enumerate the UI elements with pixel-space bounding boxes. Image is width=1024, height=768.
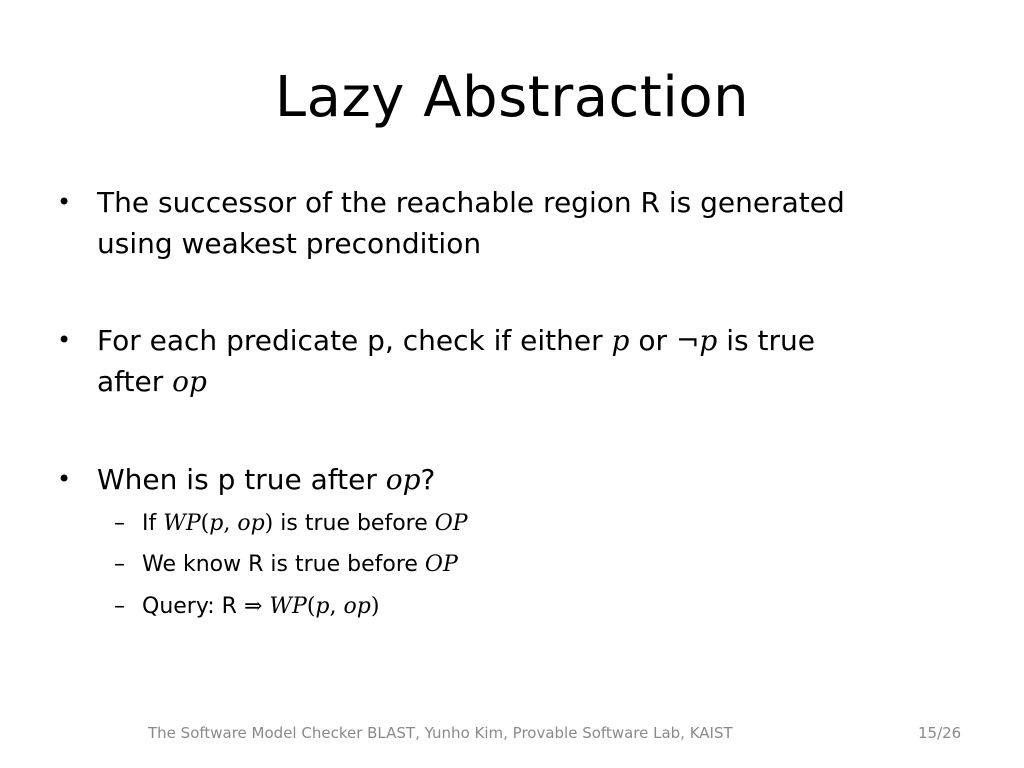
bullet-line	[97, 320, 947, 361]
math-paren: (	[200, 511, 210, 536]
math-op: op	[343, 594, 371, 619]
sub-item-if-wp	[114, 509, 942, 539]
sub-item-query	[114, 592, 942, 622]
sub-text: If	[142, 511, 164, 536]
math-op: op	[172, 365, 207, 398]
bullet-text: after	[97, 365, 173, 398]
math-not-symbol: ¬	[675, 324, 700, 357]
math-p: p	[315, 594, 330, 619]
bullet-line: The successor of the reachable region R is generated	[97, 186, 845, 219]
bullet-when-true	[57, 459, 947, 500]
dash-marker: –	[114, 594, 125, 619]
bullet-text: For each predicate p, check if either	[97, 324, 612, 357]
sub-item-know-r	[114, 550, 942, 580]
dash-marker: –	[114, 511, 125, 536]
bullet-text: or	[629, 324, 676, 357]
footer-text: The Software Model Checker BLAST, Yunho Kim, Provable Software Lab, KAIST	[148, 724, 733, 742]
math-wp: WP	[163, 511, 201, 536]
math-p: p	[611, 324, 630, 357]
math-OP: OP	[434, 511, 468, 536]
bullet-marker: •	[57, 188, 72, 216]
math-wp: WP	[269, 594, 307, 619]
bullet-predicate-check	[57, 320, 947, 402]
bullet-successor	[57, 182, 947, 264]
bullet-text: ?	[420, 463, 436, 496]
dash-marker: –	[114, 552, 125, 577]
math-op: op	[385, 463, 421, 496]
math-paren: )	[370, 594, 380, 619]
bullet-text: When is p true after	[97, 463, 386, 496]
bullet-line: using weakest precondition	[97, 227, 482, 260]
bullet-line	[97, 361, 947, 402]
slide-title: Lazy Abstraction	[274, 65, 750, 130]
sub-text: We know R is true before	[142, 552, 425, 577]
bullet-text: is true	[717, 324, 815, 357]
sub-text: is true before	[273, 511, 435, 536]
page-number: 15/26	[918, 724, 962, 742]
math-op: op	[237, 511, 265, 536]
math-implies-symbol: ⇒	[243, 594, 263, 619]
math-comma: ,	[329, 594, 344, 619]
bullet-marker: •	[57, 465, 72, 493]
sub-text: Query: R	[142, 594, 244, 619]
math-comma: ,	[223, 511, 238, 536]
math-p: p	[209, 511, 224, 536]
math-paren: )	[264, 511, 274, 536]
bullet-line	[97, 459, 947, 500]
math-paren: (	[306, 594, 316, 619]
math-p: p	[699, 324, 718, 357]
bullet-marker: •	[57, 326, 72, 354]
math-OP: OP	[424, 552, 458, 577]
